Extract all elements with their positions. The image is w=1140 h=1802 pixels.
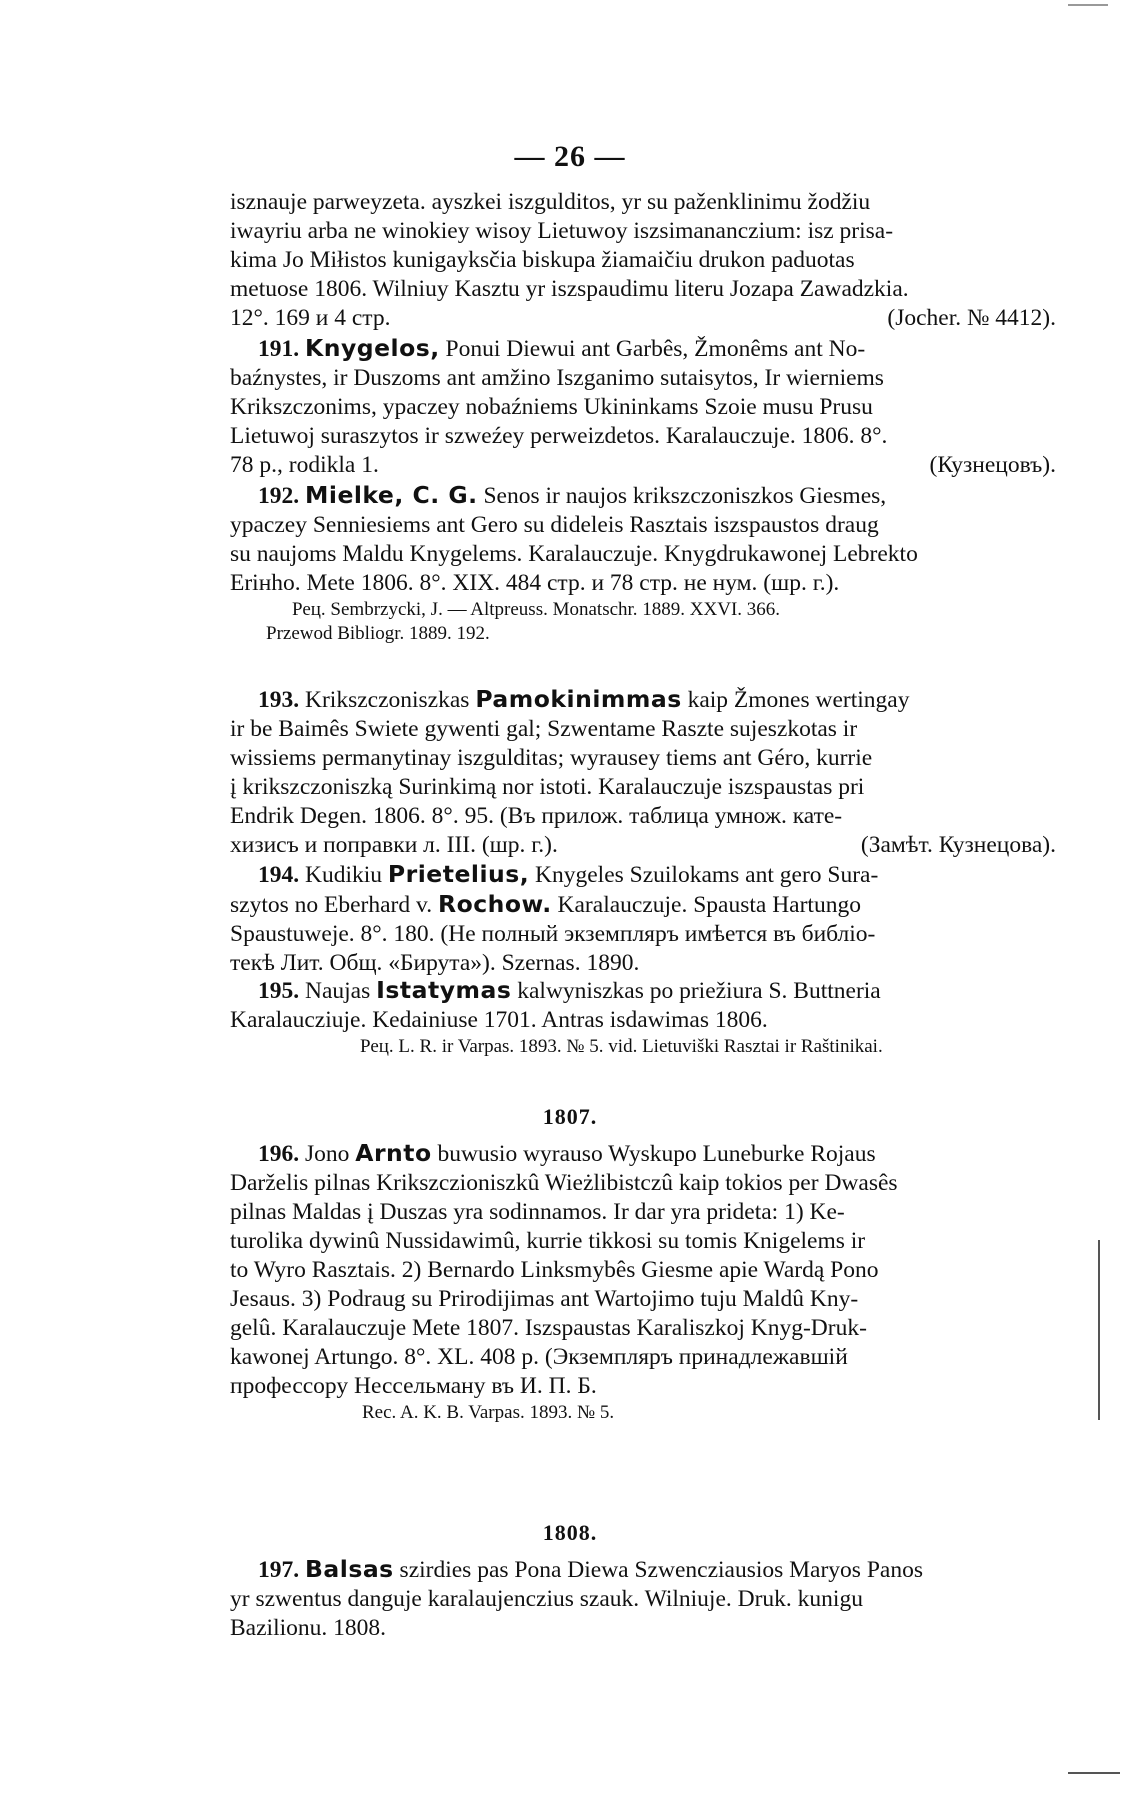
text-line: Bazilionu. 1808.: [230, 1615, 386, 1641]
year-heading-1807: 1807.: [542, 1104, 598, 1129]
text-line: su naujoms Maldu Knygelems. Karalauczuje. Knygdrukawonej Lebrekto: [230, 541, 918, 567]
entry-first-line: [230, 1139, 1056, 1169]
entry-number: 195.: [258, 978, 300, 1004]
entry-first-line: [230, 976, 1056, 1006]
entry-195: [230, 976, 1056, 1059]
text-line: Endrik Degen. 1806. 8°. 95. (Въ прилож. таблица умнож. кате-: [230, 803, 843, 829]
text-fragment: Senos ir naujos krikszczoniszkos Giesmes,: [483, 483, 887, 509]
entry-keyword: Balsas: [305, 1555, 394, 1583]
entry-196: [230, 1139, 1056, 1425]
text-fragment: szirdies pas Pona Diewa Szwencziausios Maryos Panos: [399, 1557, 923, 1583]
text-line: Lietuwoj suraszytos ir szweźey perweizdetos. Karalauczuje. 1806. 8°.: [230, 423, 888, 449]
text-line: Darželis pilnas Krikszczioniszkû Wieżlibistczû kaip tokios per Dwasês: [230, 1170, 898, 1196]
entry-keyword: Mielke, C. G.: [305, 481, 478, 509]
entry-keyword: Rochow.: [437, 890, 552, 918]
entry-192: [230, 481, 1056, 646]
entry-keyword: Knygelos,: [305, 334, 440, 362]
text-line: į krikszczoniszką Surinkimą nor istoti. Karalauczuje iszspaustas pri: [230, 774, 865, 800]
entry-first-line: [230, 685, 1056, 715]
entry-first-line: [230, 334, 1056, 364]
entry-number: 197.: [258, 1557, 300, 1583]
entry-first-line: [230, 481, 1056, 511]
review-reference: Рец. Sembrzycki, J. — Altpreuss. Monatschr. 1889. XXVI. 366.: [292, 599, 781, 620]
text-fragment: szytos no Eberhard v.: [230, 892, 433, 918]
text-line: isznauje parweyzeta. ayszkei iszgulditos, yr su paženklinimu žodžiu: [230, 189, 871, 215]
text-fragment: Jono: [305, 1141, 350, 1167]
text-line: iwayriu arba ne winokiey wisoy Lietuwoy iszsimananczium: isz prisa-: [230, 218, 894, 244]
entry-first-line: [230, 1555, 1056, 1585]
text-fragment: kaip Žmones wertingay: [687, 687, 910, 713]
text-fragment: хизисъ и поправки л. III. (шр. г.).: [230, 832, 558, 858]
text-fragment: kalwyniszkas po priežiura S. Buttneria: [517, 978, 881, 1004]
text-fragment: Karalauczuje. Spausta Hartungo: [557, 892, 861, 918]
text-line: metuose 1806. Wilniuy Kasztu yr iszspaudimu literu Jozapa Zawadzkia.: [230, 276, 909, 302]
review-reference: Рец. L. R. ir Varpas. 1893. № 5. vid. Lietuviški Rasztai ir Raštinikai.: [360, 1036, 883, 1057]
reference-note: (Jocher. № 4412).: [887, 305, 1056, 331]
entry-number: 192.: [258, 483, 300, 509]
entry-keyword: Prietelius,: [387, 860, 530, 888]
text-fragment: Knygeles Szuilokams ant gero Sura-: [535, 862, 879, 888]
text-fragment: Naujas: [305, 978, 371, 1004]
text-line: профессору Нессельману въ И. П. Б.: [230, 1373, 597, 1399]
text-fragment: 78 p., rodikla 1.: [230, 452, 379, 478]
year-heading-1808: 1808.: [542, 1520, 598, 1545]
text-line: Eriнho. Mete 1806. 8°. XIX. 484 стр. и 78 стр. не нум. (шр. г.).: [230, 570, 840, 596]
page-number: — 26 —: [514, 140, 626, 173]
scan-edge-mark: [1068, 4, 1108, 6]
entry-first-line: [230, 860, 1056, 890]
text-fragment: buwusio wyrauso Wyskupo Luneburke Rojaus: [437, 1141, 876, 1167]
text-line: Jesaus. 3) Podraug su Prirodijimas ant Wartojimo tuju Maldû Kny-: [230, 1286, 859, 1312]
review-reference: Przewod Bibliogr. 1889. 192.: [266, 623, 490, 644]
text-line: yr szwentus danguje karalaujenczius szauk. Wilniuje. Druk. kunigu: [230, 1586, 863, 1612]
entry-keyword: Arnto: [355, 1139, 432, 1167]
review-reference: Rec. A. K. B. Varpas. 1893. № 5.: [362, 1402, 615, 1423]
entry-193: [230, 685, 1056, 860]
text-line: [230, 890, 1056, 920]
text-line: [230, 304, 1056, 333]
text-line: kawonej Artungo. 8°. XL. 408 p. (Экземпляръ принадлежавшій: [230, 1344, 848, 1370]
scan-edge-mark: [1098, 1240, 1100, 1420]
text-fragment: Ponui Diewui ant Garbês, Žmonêms ant No-: [445, 336, 866, 362]
text-line: pilnas Maldas į Duszas yra sodinnamos. Ir dar yra prideta: 1) Ke-: [230, 1199, 845, 1225]
entry-number: 193.: [258, 687, 300, 713]
entry-number: 196.: [258, 1141, 300, 1167]
entry-191: [230, 334, 1056, 480]
text-line: turolika dywinû Nussidawimû, kurrie tikkosi su tomis Knigelems ir: [230, 1228, 866, 1254]
entry-194: [230, 860, 1056, 978]
text-line: baźnystes, ir Duszoms ant amžino Iszganimo sutaisytos, Ir wierniems: [230, 365, 884, 391]
reference-note: (Кузнецовъ).: [929, 452, 1056, 478]
text-line: wissiems permanytinay iszgulditas; wyrausey tiems ant Géro, kurrie: [230, 745, 873, 771]
entry-number: 191.: [258, 336, 300, 362]
entry-keyword: Istatymas: [376, 976, 512, 1004]
entry-keyword: Pamokinimmas: [475, 685, 682, 713]
text-line: to Wyro Rasztais. 2) Bernardo Linksmybês Giesme apie Wardą Pono: [230, 1257, 879, 1283]
scan-edge-mark: [1068, 1772, 1120, 1774]
text-line: текѣ Лит. Общ. «Бирута»). Szernas. 1890.: [230, 950, 640, 976]
text-line: ir be Baimês Swiete gywenti gal; Szwentame Raszte sujeszkotas ir: [230, 716, 858, 742]
text-line: [230, 451, 1056, 480]
text-line: Spaustuweje. 8°. 180. (Не полный экземпляръ имѣется въ библіо-: [230, 921, 876, 947]
text-line: gelû. Karalauczuje Mete 1807. Iszspaustas Karaliszkoj Knyg-Druk-: [230, 1315, 867, 1341]
text-line: Karalaucziuje. Kedainiuse 1701. Antras isdawimas 1806.: [230, 1007, 768, 1033]
text-line: kima Jo Miłistos kunigayksčia biskupa žiamaičiu drukon paduotas: [230, 247, 855, 273]
entry-number: 194.: [258, 862, 300, 888]
reference-note: (Замѣт. Кузнецова).: [860, 832, 1056, 858]
entry-197: [230, 1555, 1056, 1643]
text-line: Krikszczonims, ypaczey nobaźniems Ukininkams Szoie musu Prusu: [230, 394, 873, 420]
text-line: [230, 831, 1056, 860]
text-fragment: Kudikiu: [305, 862, 383, 888]
text-fragment: 12°. 169 и 4 стр.: [230, 305, 391, 331]
text-fragment: Krikszczoniszkas: [305, 687, 470, 713]
continuation-paragraph: [230, 188, 1056, 333]
text-line: ypaczey Senniesiems ant Gero su dideleis Rasztais iszspaustos draug: [230, 512, 879, 538]
